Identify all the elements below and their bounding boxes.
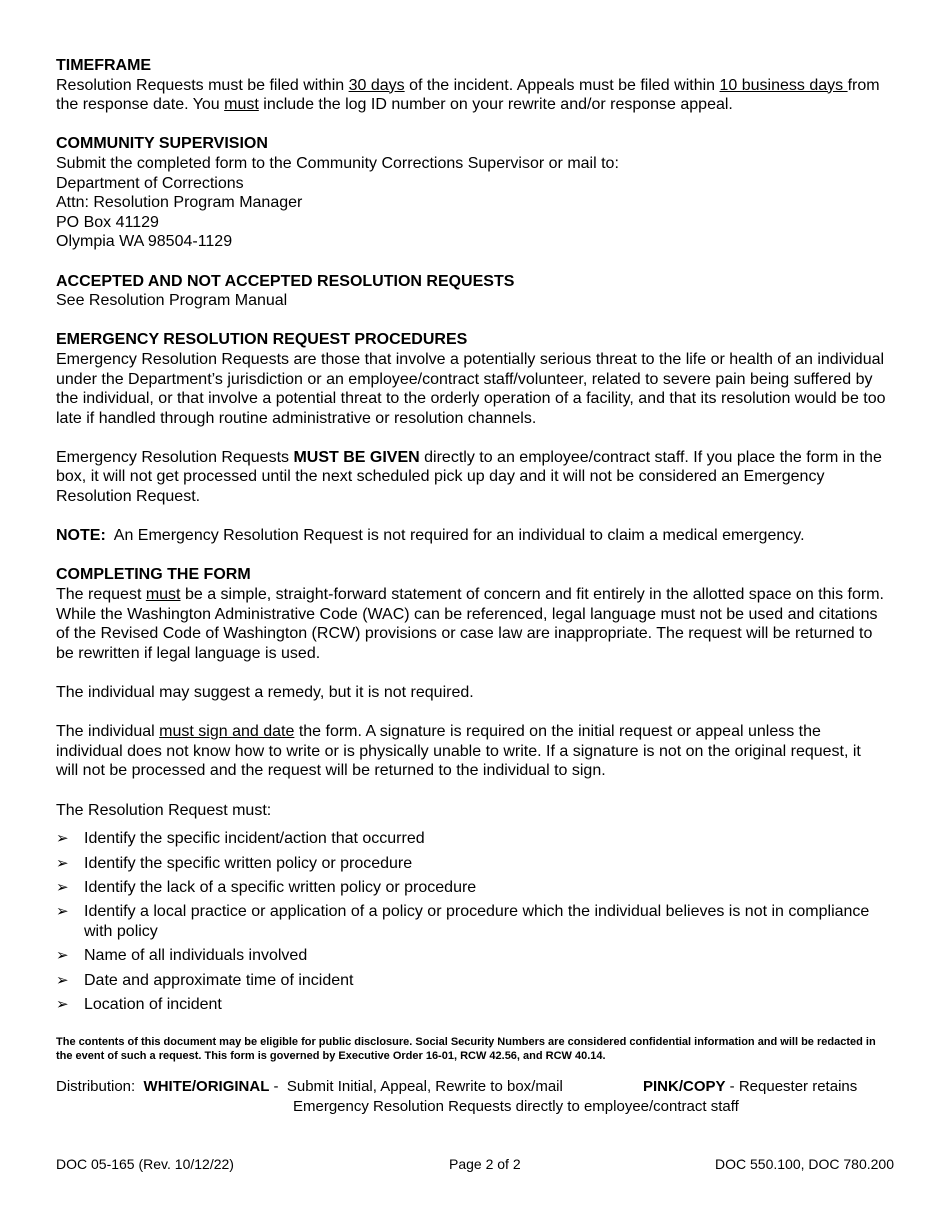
- em-must-be-given: MUST BE GIVEN: [293, 448, 420, 466]
- form-id: DOC 05-165 (Rev. 10/12/22): [56, 1156, 234, 1172]
- list-item: [56, 829, 886, 849]
- cf3-text-a: The individual: [56, 723, 160, 741]
- list-item-text: Name of all individuals involved: [84, 947, 308, 965]
- arrow-bullet-icon: ➢: [56, 830, 69, 848]
- policy-reference: DOC 550.100, DOC 780.200: [715, 1156, 894, 1172]
- list-item-text: Date and approximate time of incident: [84, 971, 354, 989]
- timeframe-section: [56, 56, 886, 115]
- pink-copy-label: PINK/COPY: [643, 1078, 726, 1095]
- timeframe-text: [56, 76, 886, 115]
- page-number: Page 2 of 2: [449, 1156, 521, 1172]
- cf-underline-must: must: [145, 586, 181, 604]
- arrow-bullet-icon: ➢: [56, 903, 69, 921]
- emergency-paragraph-1: Emergency Resolution Requests are those that involve a potentially serious threat to the life or health of an individual under the Department’s jurisdiction or an employee/contract staff/volunteer, related to severe pain being suffered by the individual, or that involve a potential threat to the orderly operation of a facility, and that its resolution would be too late if handled through routine administrative or resolution channels.: [56, 350, 886, 427]
- timeframe-heading: TIMEFRAME: [56, 57, 152, 74]
- em-text-a: Emergency Resolution Requests: [56, 448, 294, 466]
- document-body: [56, 56, 886, 1019]
- tf-text-4: include the log ID number on your rewrite and/or response appeal.: [258, 96, 733, 114]
- accepted-heading: ACCEPTED AND NOT ACCEPTED RESOLUTION REQUESTS: [56, 272, 515, 290]
- community-section: [56, 134, 886, 252]
- note-paragraph: [56, 526, 886, 546]
- tf-underline-must: must: [224, 96, 259, 114]
- arrow-bullet-icon: ➢: [56, 947, 69, 965]
- requirements-intro: The Resolution Request must:: [56, 801, 272, 819]
- list-item-text: Identify the lack of a specific written policy or procedure: [84, 878, 477, 896]
- tf-text-3: from the response date. You: [56, 76, 880, 114]
- community-line: PO Box 41129: [56, 213, 159, 231]
- emergency-paragraph-2: [56, 448, 886, 507]
- list-item: [56, 971, 886, 991]
- pink-copy: [643, 1077, 857, 1097]
- white-original-label: WHITE/ORIGINAL: [143, 1078, 270, 1095]
- emergency-section: [56, 330, 886, 428]
- list-item: [56, 902, 886, 941]
- cf3-underline-sign-date: must sign and date: [159, 723, 295, 741]
- emergency-heading: EMERGENCY RESOLUTION REQUEST PROCEDURES: [56, 331, 468, 349]
- page-footer: [56, 1156, 894, 1174]
- community-line: Olympia WA 98504-1129: [56, 233, 233, 251]
- white-original-text: - Submit Initial, Appeal, Rewrite to box/mail: [269, 1078, 563, 1095]
- list-item: [56, 946, 886, 966]
- list-item: [56, 995, 886, 1015]
- tf-text-1: Resolution Requests must be filed within: [56, 76, 349, 94]
- distribution-label: Distribution:: [56, 1078, 144, 1095]
- community-line: Department of Corrections: [56, 174, 244, 192]
- completing-section: [56, 565, 886, 663]
- completing-heading: COMPLETING THE FORM: [56, 566, 251, 584]
- completing-paragraph-1: [56, 585, 886, 663]
- accepted-text: See Resolution Program Manual: [56, 292, 288, 310]
- cf-text-a: The request: [56, 586, 146, 604]
- completing-paragraph-3: [56, 722, 886, 781]
- accepted-section: [56, 272, 886, 311]
- tf-underline-30-days: 30 days: [348, 76, 405, 94]
- em-text-c: directly to an employee/contract staff. If you place the form in the box, it will not get processed until the next scheduled pick up day and it will not be considered an Emergency Resolution Request.: [56, 448, 882, 506]
- list-item-text: Identify a local practice or application of a policy or procedure which the individual believes is not in compliance with policy: [84, 903, 870, 940]
- community-heading: COMMUNITY SUPERVISION: [56, 135, 268, 153]
- note-label: NOTE:: [56, 527, 106, 545]
- distribution-row-2: Emergency Resolution Requests directly to employee/contract staff: [293, 1098, 739, 1115]
- cf3-text-c: the form. A signature is required on the initial request or appeal unless the individual does not know how to write or is physically unable to write. If a signature is not on the original request, it will not be processed and the request will be returned to the individual to sign.: [56, 723, 861, 780]
- list-item-text: Location of incident: [84, 996, 222, 1014]
- list-item: [56, 878, 886, 898]
- pink-copy-text: - Requester retains: [725, 1078, 858, 1095]
- disclosure-notice: The contents of this document may be eligible for public disclosure. Social Security Numbers are considered confidential information and will be redacted in the event of such a request. This form is governed by Executive Order 16-01, RCW 42.56, and RCW 40.14.: [56, 1036, 876, 1062]
- note-text: An Emergency Resolution Request is not required for an individual to claim a medical emergency.: [105, 527, 805, 545]
- distribution-block: [56, 1077, 896, 1117]
- tf-text-2: of the incident. Appeals must be filed within: [404, 76, 720, 94]
- cf-text-c: be a simple, straight-forward statement of concern and fit entirely in the allotted space on this form. While the Washington Administrative Code (WAC) can be referenced, legal language must not be used and citations of the Revised Code of Washington (RCW) provisions or case law are inappropriate. The request will be returned to be rewritten if legal language is used.: [56, 586, 884, 662]
- list-item-text: Identify the specific written policy or procedure: [84, 854, 413, 872]
- arrow-bullet-icon: ➢: [56, 878, 69, 896]
- requirements-list: [56, 829, 886, 1015]
- community-line: Submit the completed form to the Community Corrections Supervisor or mail to:: [56, 154, 619, 172]
- arrow-bullet-icon: ➢: [56, 971, 69, 989]
- community-line: Attn: Resolution Program Manager: [56, 194, 303, 212]
- list-item: [56, 854, 886, 874]
- arrow-bullet-icon: ➢: [56, 854, 69, 872]
- arrow-bullet-icon: ➢: [56, 996, 69, 1014]
- completing-paragraph-2: The individual may suggest a remedy, but it is not required.: [56, 684, 474, 701]
- tf-underline-10-business-days: 10 business days: [719, 76, 848, 94]
- list-item-text: Identify the specific incident/action that occurred: [84, 830, 425, 848]
- distribution-row-1: [56, 1077, 896, 1097]
